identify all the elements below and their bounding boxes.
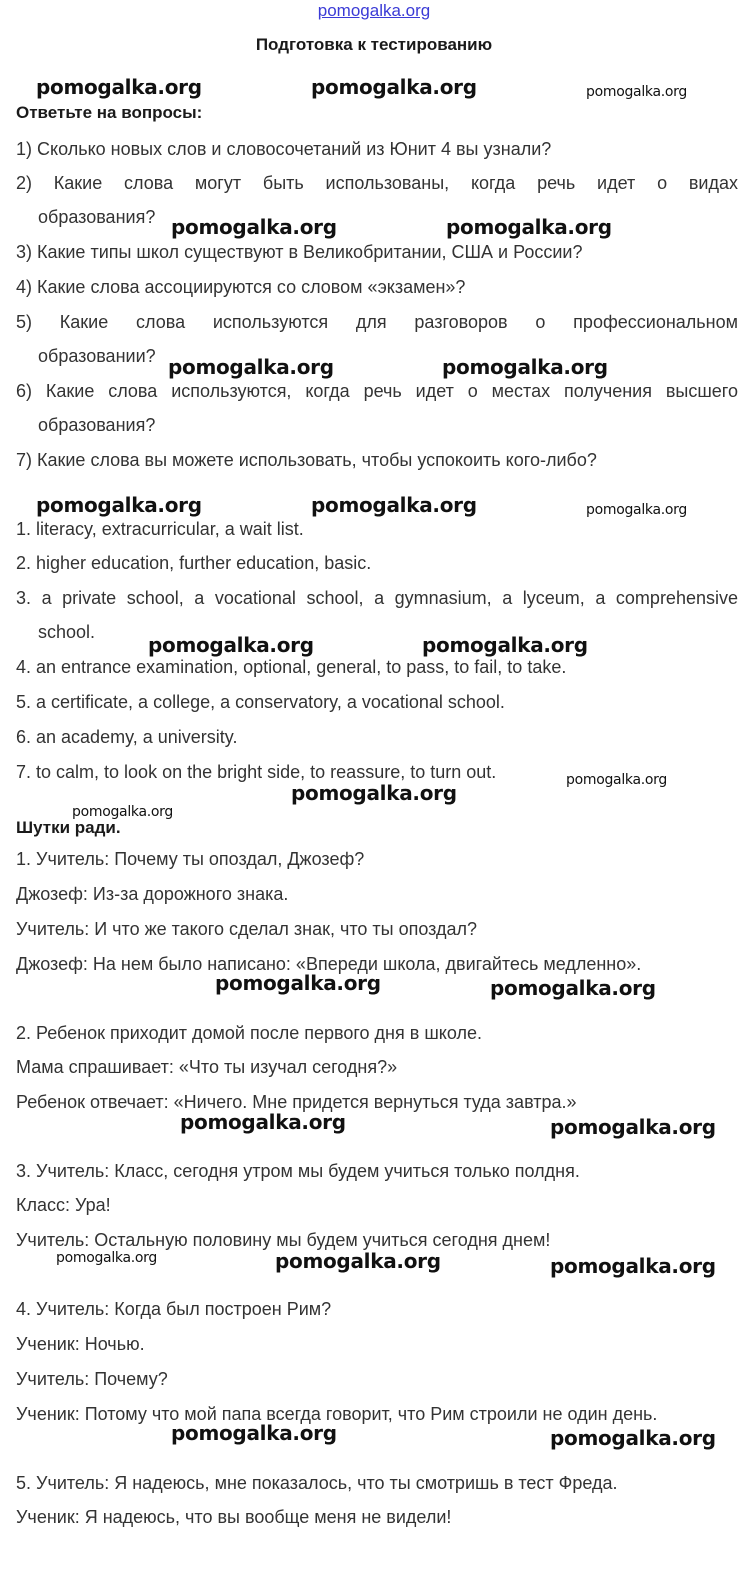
watermark: pomogalka.org — [72, 804, 173, 820]
watermark: pomogalka.org — [311, 75, 477, 99]
question-line: 1) Сколько новых слов и словосочетаний из Юнит 4 вы узнали? — [16, 139, 552, 159]
answer-line: 4. an entrance examination, optional, general, to pass, to fail, to take. — [16, 657, 567, 677]
watermark: pomogalka.org — [311, 493, 477, 517]
watermark: pomogalka.org — [291, 781, 457, 805]
watermark: pomogalka.org — [171, 215, 337, 239]
joke-line: Джозеф: На нем было написано: «Впереди школа, двигайтесь медленно». — [16, 954, 642, 974]
page-title: Подготовка к тестированию — [255, 35, 493, 54]
watermark: pomogalka.org — [550, 1254, 716, 1278]
question-line: образовании? — [38, 346, 156, 366]
joke-line: Мама спрашивает: «Что ты изучал сегодня?» — [16, 1057, 398, 1077]
answer-line: 5. a certificate, a college, a conservatory, a vocational school. — [16, 692, 505, 712]
site-link[interactable]: pomogalka.org — [317, 1, 431, 20]
question-line: 3) Какие типы школ существуют в Великобритании, США и России? — [16, 242, 583, 262]
joke-line: Ученик: Ночью. — [16, 1334, 145, 1354]
watermark: pomogalka.org — [446, 215, 612, 239]
watermark: pomogalka.org — [275, 1249, 441, 1273]
joke-line: 2. Ребенок приходит домой после первого дня в школе. — [16, 1023, 482, 1043]
watermark: pomogalka.org — [148, 633, 314, 657]
watermark: pomogalka.org — [215, 971, 381, 995]
question-line: 2) Какие слова могут быть использованы, когда речь идет о видах — [16, 173, 738, 193]
watermark: pomogalka.org — [586, 502, 687, 518]
question-line: образования? — [38, 207, 156, 227]
joke-line: 1. Учитель: Почему ты опоздал, Джозеф? — [16, 849, 365, 869]
joke-line: Учитель: Остальную половину мы будем учиться сегодня днем! — [16, 1230, 551, 1250]
watermark: pomogalka.org — [442, 355, 608, 379]
watermark: pomogalka.org — [550, 1115, 716, 1139]
question-line: 6) Какие слова используются, когда речь идет о местах получения высшего — [16, 381, 738, 401]
question-line: 7) Какие слова вы можете использовать, чтобы успокоить кого-либо? — [16, 450, 597, 470]
joke-line: Ученик: Потому что мой папа всегда говорит, что Рим строили не один день. — [16, 1404, 658, 1424]
watermark: pomogalka.org — [586, 84, 687, 100]
joke-line: 4. Учитель: Когда был построен Рим? — [16, 1299, 332, 1319]
watermark: pomogalka.org — [36, 75, 202, 99]
watermark: pomogalka.org — [550, 1426, 716, 1450]
questions-heading: Ответьте на вопросы: — [16, 103, 203, 122]
watermark: pomogalka.org — [36, 493, 202, 517]
watermark: pomogalka.org — [422, 633, 588, 657]
joke-line: Ребенок отвечает: «Ничего. Мне придется вернуться туда завтра.» — [16, 1092, 577, 1112]
joke-line: Учитель: И что же такого сделал знак, что ты опоздал? — [16, 919, 478, 939]
answer-line: 2. higher education, further education, basic. — [16, 553, 372, 573]
question-line: 5) Какие слова используются для разговоров о профессиональном — [16, 312, 738, 332]
joke-line: 5. Учитель: Я надеюсь, мне показалось, что ты смотришь в тест Фреда. — [16, 1473, 618, 1493]
joke-line: Учитель: Почему? — [16, 1369, 168, 1389]
joke-line: 3. Учитель: Класс, сегодня утром мы будем учиться только полдня. — [16, 1161, 580, 1181]
answer-line: 3. a private school, a vocational school, a gymnasium, a lyceum, a comprehensive — [16, 588, 738, 608]
answer-line: 1. literacy, extracurricular, a wait list. — [16, 519, 304, 539]
watermark: pomogalka.org — [490, 976, 656, 1000]
answer-line: school. — [38, 622, 96, 642]
watermark: pomogalka.org — [168, 355, 334, 379]
question-line: 4) Какие слова ассоциируются со словом «экзамен»? — [16, 277, 466, 297]
joke-line: Класс: Ура! — [16, 1195, 111, 1215]
answer-line: 6. an academy, a university. — [16, 727, 238, 747]
joke-line: Джозеф: Из-за дорожного знака. — [16, 884, 289, 904]
watermark: pomogalka.org — [566, 772, 667, 788]
watermark: pomogalka.org — [171, 1421, 337, 1445]
answer-line: 7. to calm, to look on the bright side, to reassure, to turn out. — [16, 762, 497, 782]
watermark: pomogalka.org — [56, 1250, 157, 1266]
question-line: образования? — [38, 415, 156, 435]
watermark: pomogalka.org — [180, 1110, 346, 1134]
joke-line: Ученик: Я надеюсь, что вы вообще меня не видели! — [16, 1507, 452, 1527]
jokes-heading: Шутки ради. — [16, 818, 121, 837]
